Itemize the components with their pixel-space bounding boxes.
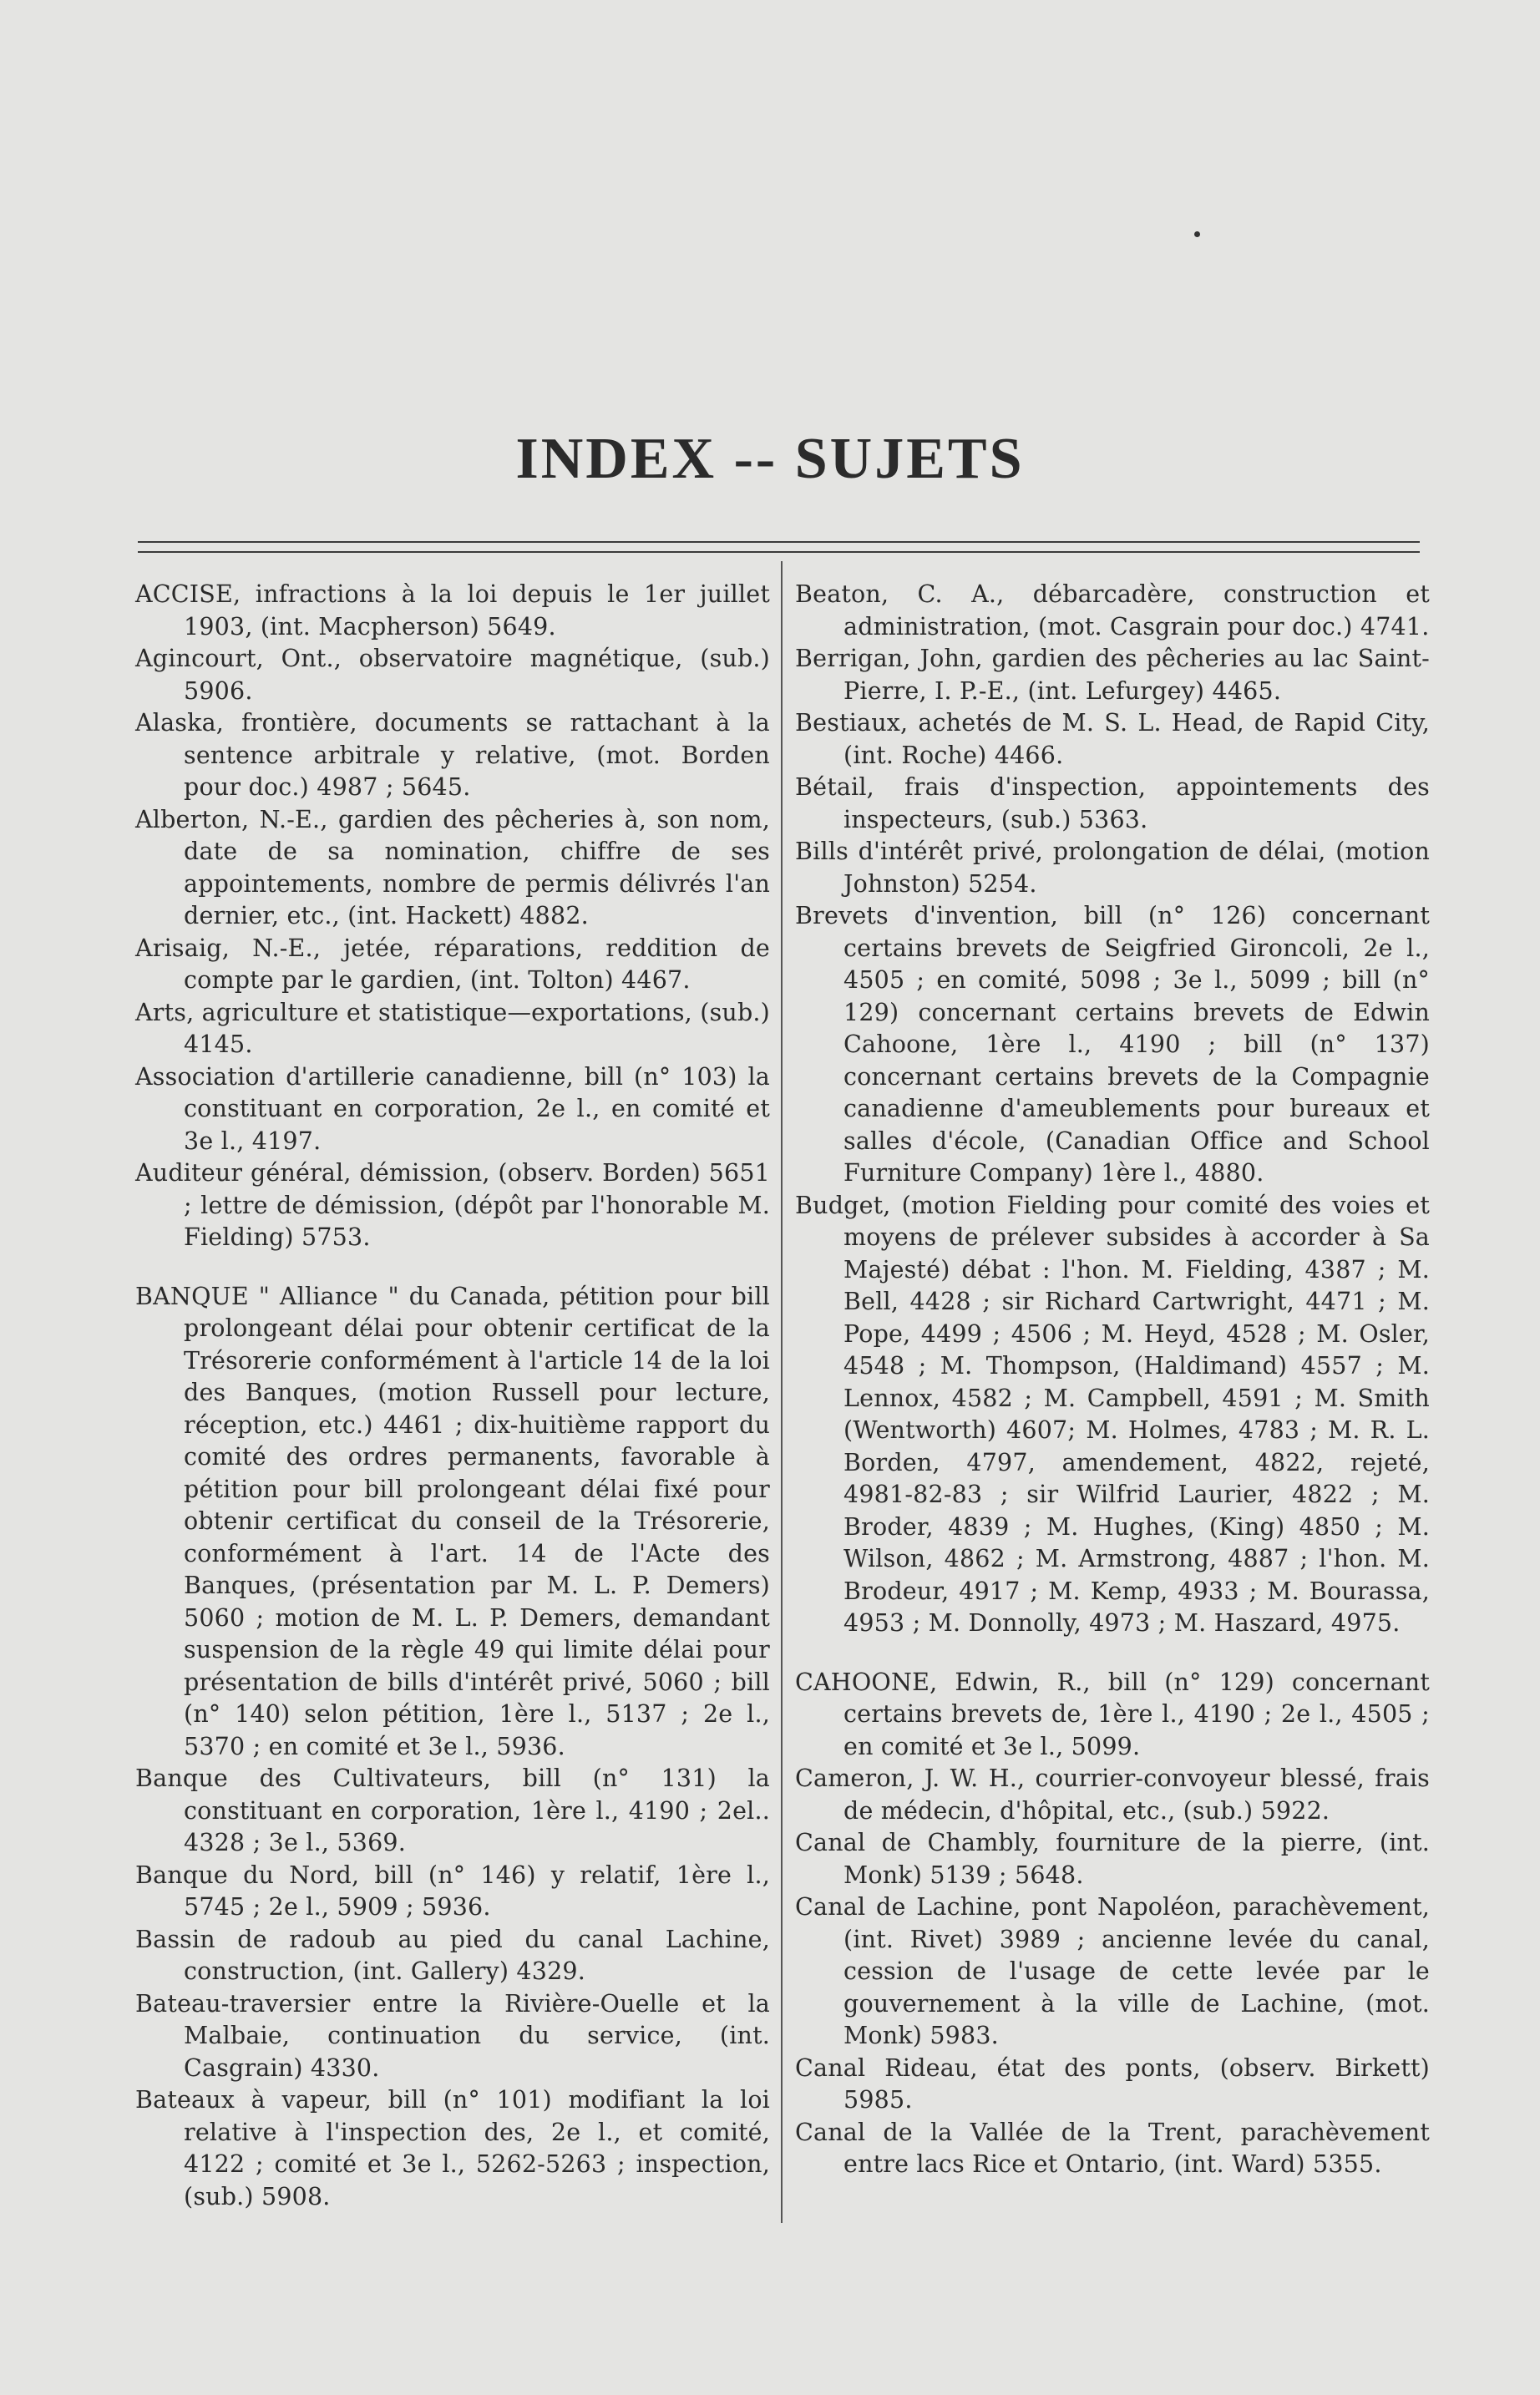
page-title: INDEX -- SUJETS bbox=[515, 427, 1025, 491]
title-rule-top bbox=[138, 541, 1420, 543]
index-entry: Canal de Chambly, fourniture de la pierre, (int. Monk) 5139 ; 5648. bbox=[795, 1829, 1430, 1889]
ink-speck bbox=[1194, 231, 1200, 237]
index-entry: ACCISE, infractions à la loi depuis le 1er juillet 1903, (int. Macpherson) 5649. bbox=[135, 580, 770, 641]
index-entry: Cameron, J. W. H., courrier-convoyeur blessé, frais de médecin, d'hôpital, etc., (sub.) 5922. bbox=[795, 1765, 1430, 1825]
index-entry: Bétail, frais d'inspection, appointements des inspecteurs, (sub.) 5363. bbox=[795, 773, 1430, 833]
index-entry: Berrigan, John, gardien des pêcheries au lac Saint-Pierre, I. P.-E., (int. Lefurgey) 4465. bbox=[795, 645, 1430, 705]
index-entry: Beaton, C. A., débarcadère, construction et administration, (mot. Casgrain pour doc.) 4741. bbox=[795, 580, 1430, 641]
index-entry: Canal de la Vallée de la Trent, parachèvement entre lacs Rice et Ontario, (int. Ward) 5355. bbox=[795, 2118, 1430, 2178]
index-entry: Bateau-traversier entre la Rivière-Ouelle et la Malbaie, continuation du service, (int. Casgrain) 4330. bbox=[135, 1989, 770, 2082]
index-entry: CAHOONE, Edwin, R., bill (n° 129) concernant certains brevets de, 1ère l., 4190 ; 2e l., 4505 ; en comité et 3e l., 5099. bbox=[795, 1668, 1430, 1760]
left-column bbox=[135, 579, 770, 2213]
right-column bbox=[795, 579, 1430, 2181]
title-rule-bottom bbox=[138, 551, 1420, 553]
index-entry: Canal de Lachine, pont Napoléon, parachèvement, (int. Rivet) 3989 ; ancienne levée du canal, cession de l'usage de cette levée par le gouvernement à la ville de Lachine, (mot. Monk) 5983. bbox=[795, 1893, 1430, 2049]
index-entry: Bassin de radoub au pied du canal Lachine, construction, (int. Gallery) 4329. bbox=[135, 1925, 770, 1985]
index-entry: Auditeur général, démission, (observ. Borden) 5651 ; lettre de démission, (dépôt par l'honorable M. Fielding) 5753. bbox=[135, 1159, 770, 1251]
index-entry: Banque des Cultivateurs, bill (n° 131) la constituant en corporation, 1ère l., 4190 ; 2el.. 4328 ; 3e l., 5369. bbox=[135, 1765, 770, 1856]
index-entry: Bateaux à vapeur, bill (n° 101) modifiant la loi relative à l'inspection des, 2e l., et comité, 4122 ; comité et 3e l., 5262-5263 ; inspection, (sub.) 5908. bbox=[135, 2086, 770, 2210]
index-entry: Agincourt, Ont., observatoire magnétique, (sub.) 5906. bbox=[135, 645, 770, 705]
index-entry: Arts, agriculture et statistique—exportations, (sub.) 4145. bbox=[135, 998, 770, 1058]
index-entry: BANQUE " Alliance " du Canada, pétition pour bill prolongeant délai pour obtenir certificat de la Trésorerie conformément à l'article 14 de la loi des Banques, (motion Russell pour lecture, réception, etc.) 4461 ; dix-huitième rapport du comité des ordres permanents, favorable à pétition pour bill prolongeant délai fixé pour obtenir certificat du conseil de la Trésorerie, conformément à l'art. 14 de l'Acte des Banques, (présentation par M. L. P. Demers) 5060 ; motion de M. L. P. Demers, demandant suspension de la règle 49 qui limite délai pour présentation de bills d'intérêt privé, 5060 ; bill (n° 140) selon pétition, 1ère l., 5137 ; 2e l., 5370 ; en comité et 3e l., 5936. bbox=[135, 1282, 770, 1760]
index-entry: Alberton, N.-E., gardien des pêcheries à, son nom, date de sa nomination, chiffre de ses appointements, nombre de permis délivrés l'an dernier, etc., (int. Hackett) 4882. bbox=[135, 805, 770, 929]
index-entry: Arisaig, N.-E., jetée, réparations, reddition de compte par le gardien, (int. Tolton) 4467. bbox=[135, 934, 770, 994]
index-entry: Association d'artillerie canadienne, bill (n° 103) la constituant en corporation, 2e l., en comité et 3e l., 4197. bbox=[135, 1062, 770, 1155]
index-entry: Canal Rideau, état des ponts, (observ. Birkett) 5985. bbox=[795, 2053, 1430, 2114]
index-entry: Alaska, frontière, documents se rattachant à la sentence arbitrale y relative, (mot. Borden pour doc.) 4987 ; 5645. bbox=[135, 709, 770, 801]
index-entry: Bills d'intérêt privé, prolongation de délai, (motion Johnston) 5254. bbox=[795, 838, 1430, 898]
index-entry: Budget, (motion Fielding pour comité des voies et moyens de prélever subsides à accorder à Sa Majesté) débat : l'hon. M. Fielding, 4387 ; M. Bell, 4428 ; sir Richard Cartwright, 4471 ; M. Pope, 4499 ; 4506 ; M. Heyd, 4528 ; M. Osler, 4548 ; M. Thompson, (Haldimand) 4557 ; M. Lennox, 4582 ; M. Campbell, 4591 ; M. Smith (Wentworth) 4607; M. Holmes, 4783 ; M. R. L. Borden, 4797, amendement, 4822, rejeté, 4981-82-83 ; sir Wilfrid Laurier, 4822 ; M. Broder, 4839 ; M. Hughes, (King) 4850 ; M. Wilson, 4862 ; M. Armstrong, 4887 ; l'hon. M. Brodeur, 4917 ; M. Kemp, 4933 ; M. Bourassa, 4953 ; M. Donnolly, 4973 ; M. Haszard, 4975. bbox=[795, 1191, 1430, 1637]
index-entry: Brevets d'invention, bill (n° 126) concernant certains brevets de Seigfried Gironcoli, 2e l., 4505 ; en comité, 5098 ; 3e l., 5099 ; bill (n° 129) concernant certains brevets de Edwin Cahoone, 1ère l., 4190 ; bill (n° 137) concernant certains brevets de la Compagnie canadienne d'ameublements pour bureaux et salles d'école, (Canadian Office and School Furniture Company) 1ère l., 4880. bbox=[795, 902, 1430, 1187]
column-divider bbox=[781, 561, 783, 2223]
index-entry: Bestiaux, achetés de M. S. L. Head, de Rapid City, (int. Roche) 4466. bbox=[795, 709, 1430, 769]
index-entry: Banque du Nord, bill (n° 146) y relatif, 1ère l., 5745 ; 2e l., 5909 ; 5936. bbox=[135, 1861, 770, 1921]
